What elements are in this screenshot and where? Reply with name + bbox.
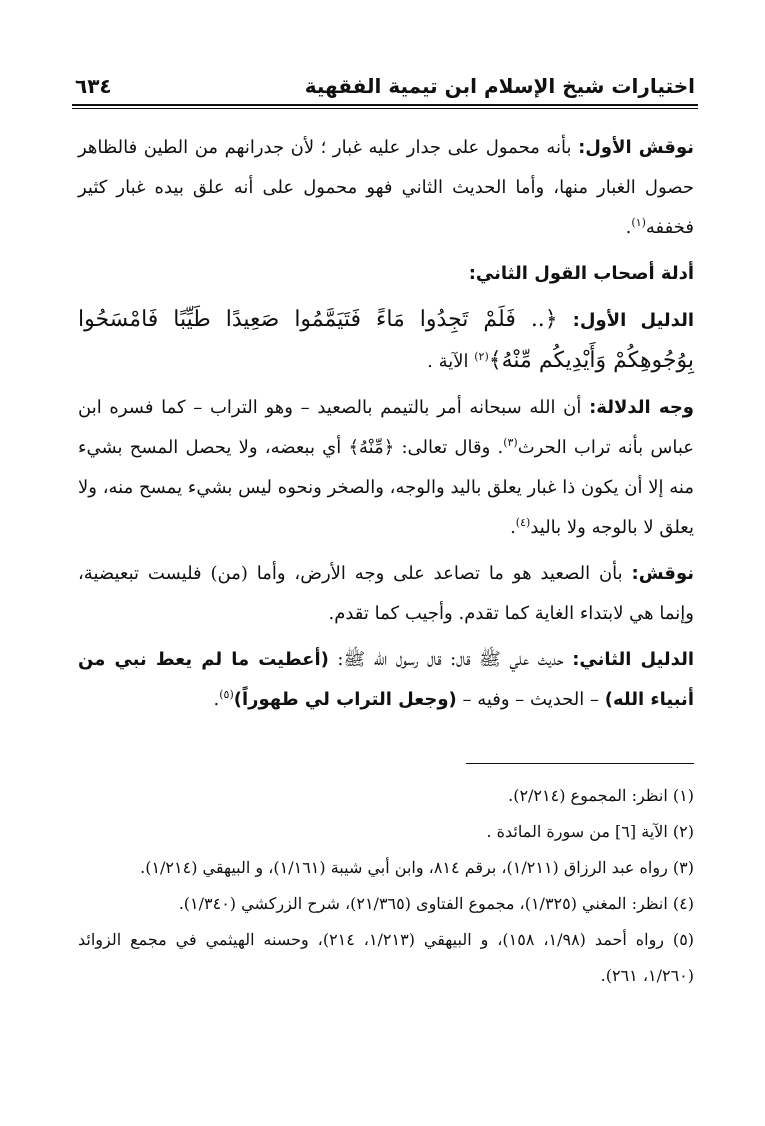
footnote-ref-1: (١) [631, 216, 646, 229]
footnote-ref-4: (٤) [515, 516, 531, 529]
footnote: (٣) رواه عبد الرزاق (١/٢١١)، برقم ٨١٤، وابن أبي شيبة (١/١٦١)، و البيهقي (١/٢١٤). [140, 858, 694, 877]
text-indication-a: أن الله سبحانه أمر بالتيمم بالصعيد – وهو التراب – كما فسره ابن عباس بأنه تراب الحرث [78, 397, 694, 458]
text-indication-b: . وقال تعالى: ﴿مِّنْهُ﴾ أي ببعضه، ولا يحصل المسح بشيء منه إلا أن يكون ذا غبار يعلق باليد والوجه، والصخر ونحوه ليس بشيء يمسح منه، ولا يعلق لا بالوجه ولا باليد [78, 437, 694, 538]
footnote: (٢) الآية [٦] من سورة المائدة . [486, 822, 694, 841]
header-rule [72, 104, 698, 106]
page-number: ٦٣٤ [75, 74, 112, 98]
label-evidence-second: الدليل الثاني: [572, 649, 695, 670]
footnotes [78, 778, 694, 994]
footnote: (٤) انظر: المغني (١/٣٢٥)، مجموع الفتاوى (٢١/٣٦٥)، شرح الزركشي (١/٣٤٠). [178, 894, 694, 913]
footnote-ref-3: (٣) [503, 436, 518, 449]
punctuation: . [213, 689, 220, 710]
header-rule-thin [72, 108, 698, 109]
footnote: (٥) رواه أحمد (١/٩٨، ١٥٨)، و البيهقي (١/٢١٣، ٢١٤)، وحسنه الهيثمي في مجمع الزوائد (١/٢٦٠، ٢٦١). [78, 930, 695, 985]
hadith-quote-a: (أعطيت ما لم يعط نبي من أنبياء الله) [78, 649, 694, 710]
paragraph-discussion-first [78, 128, 694, 248]
quran-verse: ﴿.. فَلَمْ تَجِدُوا مَاءً فَتَيَمَّمُوا صَعِيدًا طَيِّبًا فَامْسَحُوا بِوُجُوهِكُمْ وَأَيْدِيكُم مِّنْهُ﴾ [78, 307, 694, 373]
running-header [75, 58, 695, 98]
label-discussion: نوقش: [631, 563, 694, 584]
hadith-quote-b: (وجعل التراب لي طهوراً) [233, 689, 457, 710]
text-verse-end: الآية . [427, 351, 475, 372]
text-evidence-second-b: – الحديث – وفيه – [456, 689, 605, 710]
paragraph-evidence-first [78, 300, 694, 382]
punctuation: . [510, 517, 516, 538]
main-text [78, 128, 694, 726]
punctuation: . [625, 217, 632, 238]
paragraph-indication [78, 388, 694, 548]
running-title: اختيارات شيخ الإسلام ابن تيمية الفقهية [304, 74, 695, 98]
paragraph-discussion [78, 554, 694, 634]
footnote: (١) انظر: المجموع (٢/٢١٤). [508, 786, 694, 805]
text-evidence-second-a: حديث علي ﷺ قال: قال رسول الله ﷺ: [328, 649, 573, 670]
footnote-ref-2: (٢) [474, 350, 489, 363]
label-evidence-first: الدليل الأول: [572, 310, 694, 331]
paragraph-evidence-second [78, 640, 694, 720]
footnote-separator [466, 763, 694, 764]
text-discussion-first: بأنه محمول على جدار عليه غبار ؛ لأن جدرانهم من الطين فالظاهر حصول الغبار منها، وأما الحديث الثاني فهو محمول على أنه علق بيده غبار كثير فخففه [78, 137, 694, 238]
label-discussion-first: نوقش الأول: [578, 137, 694, 158]
label-indication: وجه الدلالة: [589, 397, 694, 418]
section-heading: أدلة أصحاب القول الثاني: [468, 263, 694, 284]
text-discussion: بأن الصعيد هو ما تصاعد على وجه الأرض، وأما (من) فليست تبعيضية، وإنما هي لابتداء الغاية كما تقدم. وأجيب كما تقدم. [78, 563, 694, 624]
footnote-ref-5: (٥) [219, 688, 234, 701]
